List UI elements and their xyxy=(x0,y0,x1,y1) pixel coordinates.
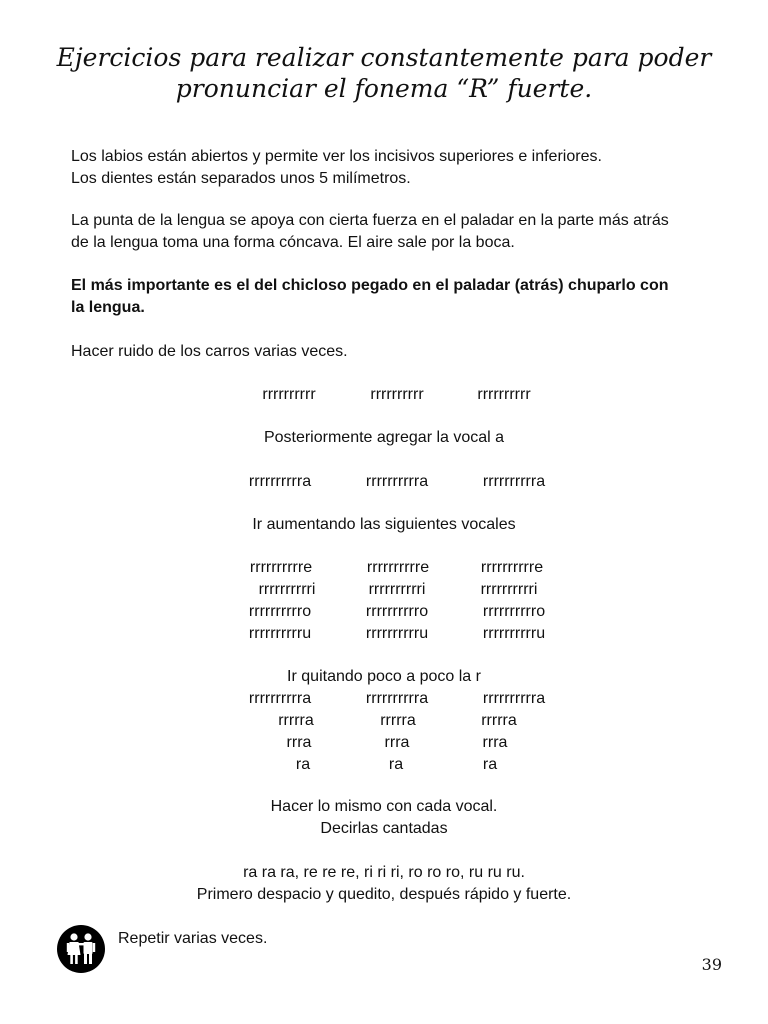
drill-item: rrrrrrrrrro xyxy=(365,603,429,620)
paragraph-line: La punta de la lengua se apoya con cierta fuerza en el paladar en la parte más atrás xyxy=(71,212,669,229)
drill-row-u xyxy=(0,623,768,645)
page-title xyxy=(40,42,728,104)
drill-item: ra xyxy=(295,756,311,773)
drill-row-quitar-1 xyxy=(0,688,768,710)
drill-item: rrrrrrrrrra xyxy=(365,690,429,707)
drill-item: rrrrrrrrrru xyxy=(248,625,312,642)
drill-item: rrrrrrrrrre xyxy=(366,559,430,576)
paragraph-ruido xyxy=(71,341,731,363)
drill-item: rrra xyxy=(482,734,508,751)
drill-item: rrrrrrrrrri xyxy=(258,581,316,598)
instruction-despacio: Primero despacio y quedito, después rápido y fuerte. xyxy=(196,886,572,903)
paragraph-line: El más importante es el del chicloso pegado en el paladar (atrás) chuparlo con xyxy=(71,277,669,294)
drill-item: rrrrrrrrrri xyxy=(480,581,538,598)
drill-item: rrrrrrrrrr xyxy=(477,386,531,403)
drill-row-e xyxy=(0,557,768,579)
drill-item: rrrrrrrrrro xyxy=(248,603,312,620)
paragraph-chicloso xyxy=(71,275,731,319)
repeat-note: Repetir varias veces. xyxy=(118,930,268,947)
instruction-mismo: Hacer lo mismo con cada vocal. xyxy=(270,798,498,815)
drill-row-quitar-2 xyxy=(0,710,768,732)
couple-icon xyxy=(57,925,105,973)
heading-quitando: Ir quitando poco a poco la r xyxy=(287,668,481,685)
drill-item: rrrrrrrrrra xyxy=(248,690,312,707)
drill-item: rrrrra xyxy=(380,712,416,729)
drill-item: rrrrrrrrrra xyxy=(365,473,429,490)
drill-row-r xyxy=(0,384,768,406)
heading-vocales: Ir aumentando las siguientes vocales xyxy=(252,516,516,533)
drill-item: rrrrrrrrrra xyxy=(248,473,312,490)
drill-item: rrrrrrrrrr xyxy=(370,386,424,403)
drill-item: rrrrrrrrrru xyxy=(482,625,546,642)
drill-item: rrra xyxy=(384,734,410,751)
paragraph-line: Los dientes están separados unos 5 milímetros. xyxy=(71,170,411,187)
drill-item: rrrrrrrrrri xyxy=(368,581,426,598)
drill-item: rrrrra xyxy=(481,712,517,729)
drill-row-a xyxy=(0,471,768,493)
drill-row-i xyxy=(0,579,768,601)
drill-row-o xyxy=(0,601,768,623)
drill-item: rrrrrrrrrra xyxy=(482,473,546,490)
drill-row-quitar-4 xyxy=(0,754,768,776)
drill-row-quitar-3 xyxy=(0,732,768,754)
instruction-silabas: ra ra ra, re re re, ri ri ri, ro ro ro, ru ru ru. xyxy=(243,864,525,881)
drill-item: rrrrrrrrrre xyxy=(480,559,544,576)
heading-vocal-a: Posteriormente agregar la vocal a xyxy=(263,429,505,446)
paragraph-line: Hacer ruido de los carros varias veces. xyxy=(71,343,348,360)
drill-item: rrrrra xyxy=(278,712,314,729)
drill-item: ra xyxy=(482,756,498,773)
title-line-1: Ejercicios para realizar constantemente para poder xyxy=(56,43,712,72)
drill-item: rrra xyxy=(286,734,312,751)
drill-item: rrrrrrrrrre xyxy=(249,559,313,576)
paragraph-line: la lengua. xyxy=(71,299,145,316)
drill-item: rrrrrrrrrra xyxy=(482,690,546,707)
instruction-cantadas: Decirlas cantadas xyxy=(320,820,448,837)
paragraph-labios xyxy=(71,146,731,190)
drill-item: rrrrrrrrrr xyxy=(262,386,316,403)
paragraph-line: Los labios están abiertos y permite ver los incisivos superiores e inferiores. xyxy=(71,148,602,165)
paragraph-line: de la lengua toma una forma cóncava. El aire sale por la boca. xyxy=(71,234,515,251)
title-line-2: pronunciar el fonema “R” fuerte. xyxy=(175,74,593,103)
drill-item: rrrrrrrrrro xyxy=(482,603,546,620)
drill-item: ra xyxy=(388,756,404,773)
drill-item: rrrrrrrrrru xyxy=(365,625,429,642)
paragraph-lengua xyxy=(71,210,731,254)
page-number: 39 xyxy=(701,955,722,974)
